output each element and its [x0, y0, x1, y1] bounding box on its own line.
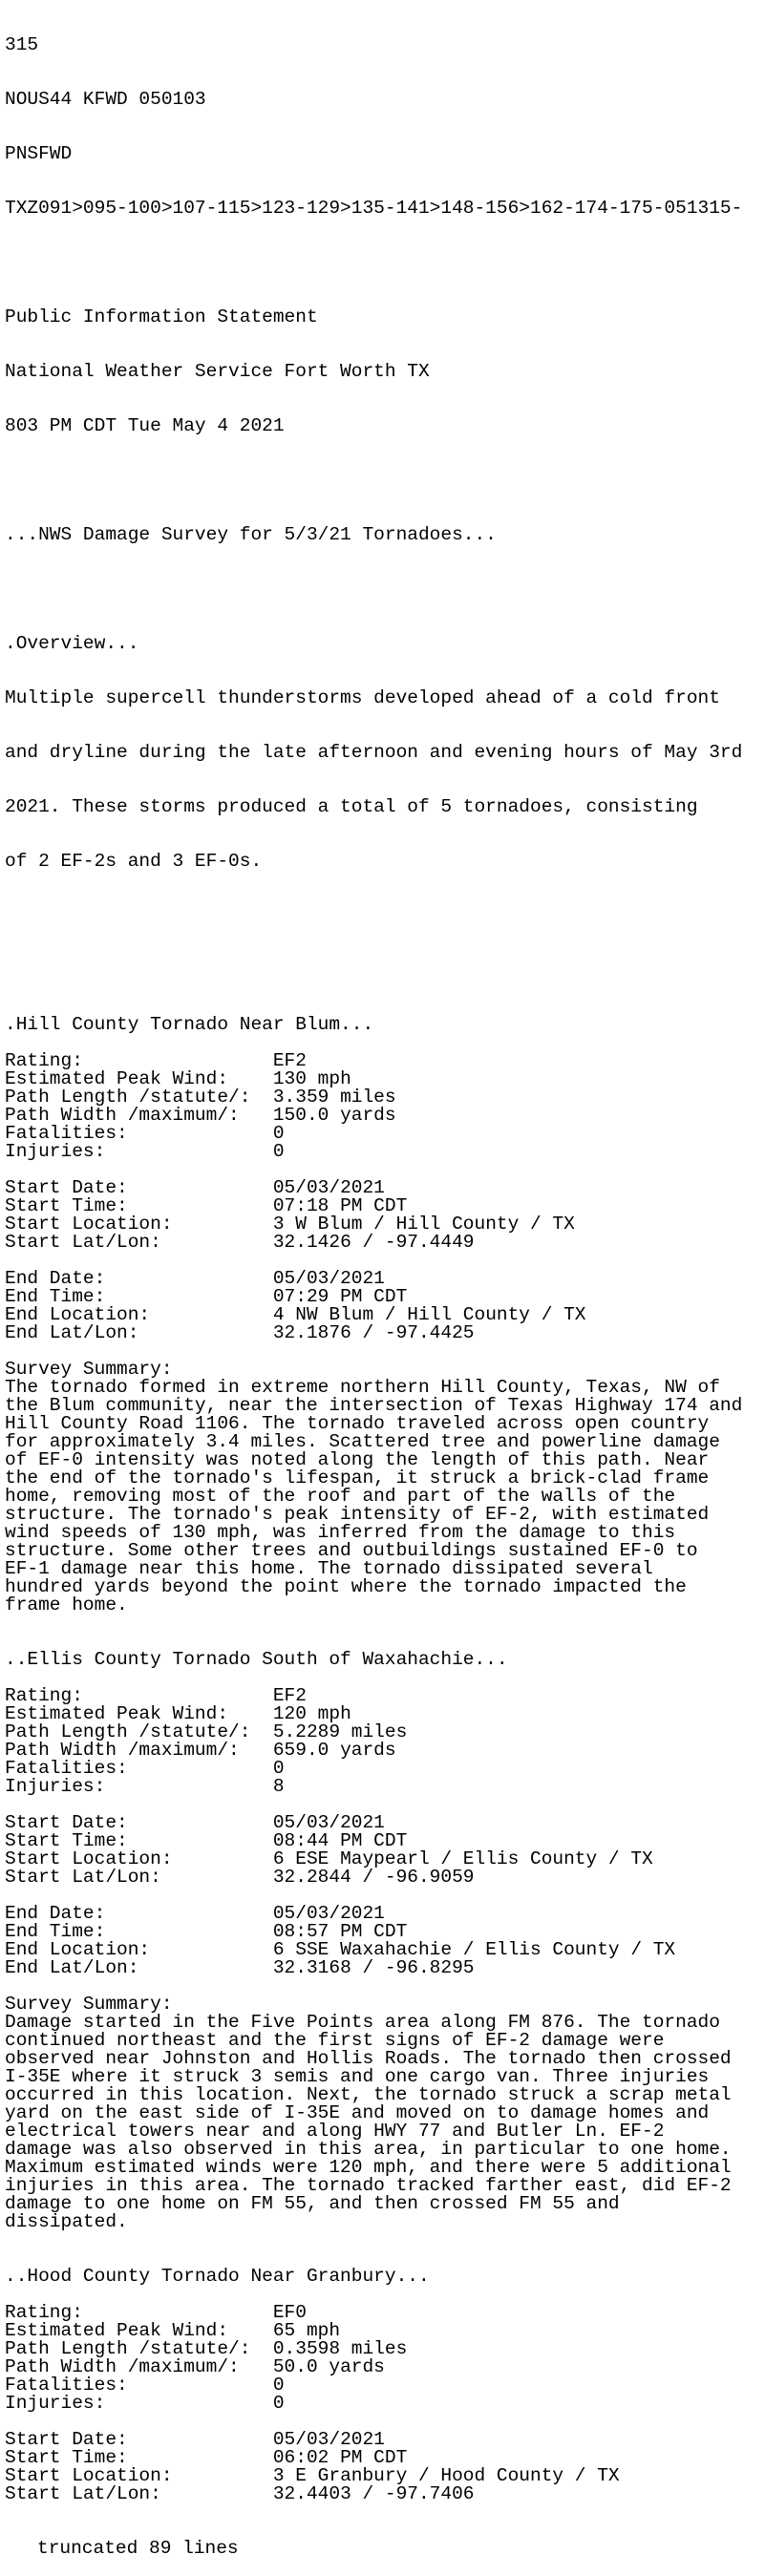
end-date-value: 05/03/2021 — [272, 1268, 385, 1289]
end-date-label: End Date: — [5, 1268, 273, 1289]
end-latlon-value: 32.1876 / -97.4425 — [272, 1322, 475, 1343]
end-latlon-label: End Lat/Lon: — [5, 1957, 273, 1978]
survey-summary-line: for approximately 3.4 miles. Scattered tree and powerline damage — [5, 1431, 720, 1452]
start-date-label: Start Date: — [5, 1177, 273, 1198]
start-latlon-row — [5, 1234, 765, 1252]
start-location-value: 3 E Granbury / Hood County / TX — [272, 2465, 620, 2486]
survey-summary-line: frame home. — [5, 1594, 128, 1615]
blank-line — [5, 581, 765, 599]
blank-line — [5, 907, 765, 925]
overview-line: of 2 EF-2s and 3 EF-0s. — [5, 851, 263, 872]
survey-summary-line: continued northeast and the first signs of EF-2 damage were — [5, 2030, 665, 2051]
rating-label: Rating: — [5, 1685, 273, 1706]
peak-wind-label: Estimated Peak Wind: — [5, 2320, 273, 2341]
rating-value: EF2 — [272, 1050, 307, 1071]
end-time-label: End Time: — [5, 1921, 273, 1942]
end-time-label: End Time: — [5, 1286, 273, 1307]
fatalities-value: 0 — [272, 1758, 285, 1779]
start-location-label: Start Location: — [5, 1848, 273, 1869]
overview-line: and dryline during the late afternoon and evening hours of May 3rd — [5, 742, 743, 763]
end-time-value: 08:57 PM CDT — [272, 1921, 408, 1942]
start-latlon-label: Start Lat/Lon: — [5, 1867, 273, 1888]
survey-summary-line: the Blum community, near the intersection of Texas Highway 174 and — [5, 1395, 743, 1416]
start-time-label: Start Time: — [5, 2447, 273, 2468]
blank-line — [5, 1977, 765, 1995]
start-location-value: 3 W Blum / Hill County / TX — [272, 1214, 575, 1235]
end-latlon-label: End Lat/Lon: — [5, 1322, 273, 1343]
survey-summary-line: structure. The tornado's peak intensity of EF-2, with estimated — [5, 1504, 710, 1525]
path-width-label: Path Width /maximum/: — [5, 1105, 273, 1126]
start-time-value: 06:02 PM CDT — [272, 2447, 408, 2468]
survey-summary-line: observed near Johnston and Hollis Roads. The tornado then crossed — [5, 2048, 732, 2069]
survey-summary-line: Maximum estimated winds were 120 mph, and there were 5 additional — [5, 2157, 732, 2178]
survey-summary-line: EF-1 damage near this home. The tornado dissipated several — [5, 1558, 653, 1579]
truncation-notice: truncated 89 lines — [37, 2538, 239, 2559]
start-latlon-value: 32.4403 / -97.7406 — [272, 2483, 475, 2504]
issuing-office: National Weather Service Fort Worth TX — [5, 361, 430, 382]
path-length-value: 0.3598 miles — [272, 2338, 408, 2359]
blank-line — [5, 2231, 765, 2249]
fatalities-label: Fatalities: — [5, 2375, 273, 2396]
fatalities-label: Fatalities: — [5, 1758, 273, 1779]
start-date-label: Start Date: — [5, 1812, 273, 1833]
end-location-label: End Location: — [5, 1304, 273, 1325]
overview-heading: .Overview... — [5, 633, 139, 654]
survey-summary-line: wind speeds of 130 mph, was inferred from the damage to this — [5, 1522, 676, 1543]
start-latlon-value: 32.1426 / -97.4449 — [272, 1232, 475, 1253]
survey-summary-line: damage to one home on FM 55, and then crossed FM 55 and — [5, 2193, 620, 2214]
peak-wind-value: 120 mph — [272, 1703, 351, 1724]
injuries-value: 8 — [272, 1776, 285, 1797]
path-length-label: Path Length /statute/: — [5, 2338, 273, 2359]
tornado-heading: ..Ellis County Tornado South of Waxahachie... — [5, 1649, 508, 1670]
start-time-label: Start Time: — [5, 1195, 273, 1216]
start-time-value: 07:18 PM CDT — [272, 1195, 408, 1216]
injuries-label: Injuries: — [5, 2393, 273, 2414]
injuries-value: 0 — [272, 2393, 285, 2414]
awips-id: PNSFWD — [5, 143, 73, 164]
start-time-label: Start Time: — [5, 1830, 273, 1851]
survey-summary-line: damage was also observed in this area, in particular to one home. — [5, 2139, 732, 2160]
survey-summary-line: the end of the tornado's lifespan, it struck a brick-clad frame — [5, 1467, 710, 1489]
rating-label: Rating: — [5, 1050, 273, 1071]
survey-summary-label: Survey Summary: — [5, 1359, 173, 1380]
survey-summary-line: of EF-0 intensity was noted along the length of this path. Near — [5, 1449, 710, 1470]
issue-time: 803 PM CDT Tue May 4 2021 — [5, 415, 285, 436]
peak-wind-value: 65 mph — [272, 2320, 341, 2341]
statement-title: Public Information Statement — [5, 306, 318, 327]
start-time-value: 08:44 PM CDT — [272, 1830, 408, 1851]
injuries-row — [5, 1778, 765, 1796]
blank-line — [5, 254, 765, 272]
survey-summary-line: yard on the east side of I-35E and moved on to damage homes and — [5, 2102, 710, 2123]
path-length-value: 3.359 miles — [272, 1087, 396, 1108]
path-width-value: 150.0 yards — [272, 1105, 396, 1126]
blank-line — [5, 2249, 765, 2268]
peak-wind-label: Estimated Peak Wind: — [5, 1703, 273, 1724]
start-location-value: 6 ESE Maypearl / Ellis County / TX — [272, 1848, 653, 1869]
survey-summary-line: The tornado formed in extreme northern Hill County, Texas, NW of — [5, 1377, 720, 1398]
peak-wind-value: 130 mph — [272, 1068, 351, 1089]
fatalities-label: Fatalities: — [5, 1123, 273, 1144]
survey-summary-line: dissipated. — [5, 2211, 128, 2232]
start-date-label: Start Date: — [5, 2429, 273, 2450]
end-latlon-value: 32.3168 / -96.8295 — [272, 1957, 475, 1978]
path-width-label: Path Width /maximum/: — [5, 1740, 273, 1761]
start-date-value: 05/03/2021 — [272, 1812, 385, 1833]
path-length-label: Path Length /statute/: — [5, 1087, 273, 1108]
survey-summary-line: Hill County Road 1106. The tornado traveled across open country — [5, 1413, 710, 1434]
path-length-label: Path Length /statute/: — [5, 1721, 273, 1742]
end-latlon-row — [5, 1959, 765, 1977]
blank-line — [5, 472, 765, 490]
survey-summary-line: Damage started in the Five Points area along FM 876. The tornado — [5, 2012, 720, 2033]
injuries-row — [5, 2395, 765, 2413]
injuries-label: Injuries: — [5, 1141, 273, 1162]
peak-wind-label: Estimated Peak Wind: — [5, 1068, 273, 1089]
survey-summary-line: structure. Some other trees and outbuildings sustained EF-0 to — [5, 1540, 698, 1561]
statement-headline: ...NWS Damage Survey for 5/3/21 Tornadoes... — [5, 524, 497, 545]
path-width-value: 50.0 yards — [272, 2356, 385, 2377]
end-location-value: 6 SSE Waxahachie / Ellis County / TX — [272, 1939, 676, 1960]
path-length-value: 5.2289 miles — [272, 1721, 408, 1742]
overview-line: Multiple supercell thunderstorms developed ahead of a cold front — [5, 687, 720, 708]
start-latlon-label: Start Lat/Lon: — [5, 1232, 273, 1253]
zone-codes: TXZ091>095-100>107-115>123-129>135-141>148-156>162-174-175-051315- — [5, 198, 743, 219]
end-latlon-row — [5, 1324, 765, 1342]
survey-summary-line: electrical towers near and along HWY 77 and Butler Ln. EF-2 — [5, 2121, 665, 2142]
rating-value: EF2 — [272, 1685, 307, 1706]
start-latlon-row — [5, 1869, 765, 1887]
fatalities-value: 0 — [272, 2375, 285, 2396]
end-date-value: 05/03/2021 — [272, 1903, 385, 1924]
blank-line — [5, 961, 765, 980]
tornado-sections — [5, 1016, 765, 2503]
product-number: 315 — [5, 34, 39, 55]
fatalities-value: 0 — [272, 1123, 285, 1144]
path-width-label: Path Width /maximum/: — [5, 2356, 273, 2377]
injuries-label: Injuries: — [5, 1776, 273, 1797]
end-location-label: End Location: — [5, 1939, 273, 1960]
survey-summary-label: Survey Summary: — [5, 1994, 173, 2015]
tornado-heading: .Hill County Tornado Near Blum... — [5, 1014, 374, 1035]
tornado-heading: ..Hood County Tornado Near Granbury... — [5, 2266, 430, 2287]
start-location-label: Start Location: — [5, 2465, 273, 2486]
start-date-value: 05/03/2021 — [272, 1177, 385, 1198]
end-date-label: End Date: — [5, 1903, 273, 1924]
survey-summary-line: home, removing most of the roof and part of the walls of the — [5, 1486, 676, 1507]
rating-label: Rating: — [5, 2302, 273, 2323]
start-latlon-value: 32.2844 / -96.9059 — [272, 1867, 475, 1888]
wmo-header: NOUS44 KFWD 050103 — [5, 89, 206, 110]
survey-summary-line: I-35E where it struck 3 semis and one cargo van. Three injuries — [5, 2066, 710, 2087]
start-location-label: Start Location: — [5, 1214, 273, 1235]
start-latlon-row — [5, 2485, 765, 2503]
blank-line — [5, 1615, 765, 1633]
survey-summary-line: occurred in this location. Next, the tornado struck a scrap metal — [5, 2084, 732, 2105]
start-latlon-label: Start Lat/Lon: — [5, 2483, 273, 2504]
survey-summary-line: hundred yards beyond the point where the tornado impacted the — [5, 1576, 687, 1597]
end-time-value: 07:29 PM CDT — [272, 1286, 408, 1307]
overview-line: 2021. These storms produced a total of 5 tornadoes, consisting — [5, 796, 698, 817]
start-date-value: 05/03/2021 — [272, 2429, 385, 2450]
injuries-value: 0 — [272, 1141, 285, 1162]
end-location-value: 4 NW Blum / Hill County / TX — [272, 1304, 586, 1325]
survey-summary-line: injuries in this area. The tornado tracked farther east, did EF-2 — [5, 2175, 732, 2196]
injuries-row — [5, 1143, 765, 1161]
path-width-value: 659.0 yards — [272, 1740, 396, 1761]
rating-value: EF0 — [272, 2302, 307, 2323]
